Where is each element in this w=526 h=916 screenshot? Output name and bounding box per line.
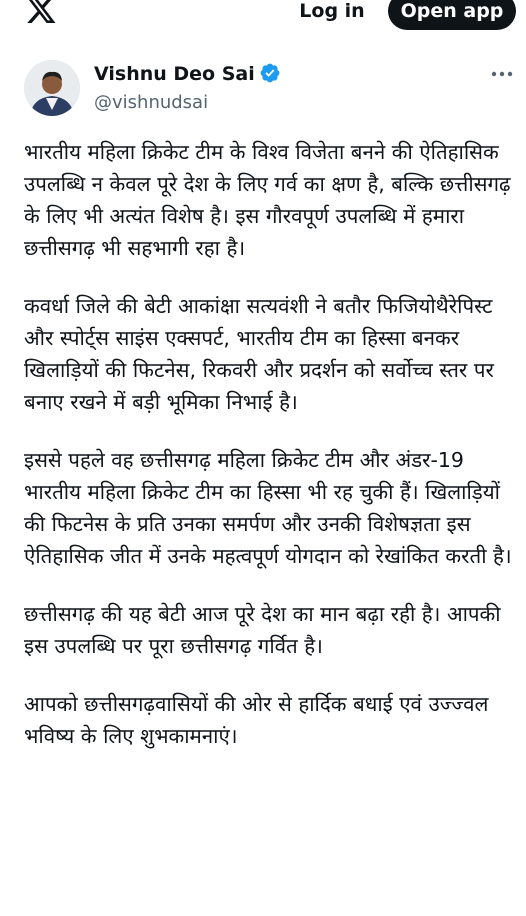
x-logo-icon[interactable] xyxy=(24,0,58,26)
avatar[interactable] xyxy=(24,60,80,116)
log-in-button[interactable]: Log in xyxy=(299,0,365,22)
tweet-paragraph: आपको छत्तीसगढ़वासियों की ओर से हार्दिक बधाई एवं उज्ज्वल भविष्य के लिए शुभकामनाएं। xyxy=(24,692,489,748)
more-options-icon[interactable] xyxy=(488,60,516,88)
tweet-paragraph: भारतीय महिला क्रिकेट टीम के विश्व विजेता बनने की ऐतिहासिक उपलब्धि न केवल पूरे देश के लिए गर्व का क्षण है, बल्कि छत्तीसगढ़ के लिए भी अत्यंत विशेष है। इस गौरवपूर्ण उपलब्धि में हमारा छत्तीसगढ़ भी सहभागी रहा है। xyxy=(24,140,511,260)
author-handle[interactable]: @vishnudsai xyxy=(94,92,209,113)
author-name-text: Vishnu Deo Sai xyxy=(94,63,255,85)
tweet-paragraph: इससे पहले वह छत्तीसगढ़ महिला क्रिकेट टीम और अंडर-19 भारतीय महिला क्रिकेट टीम का हिस्सा भी रह चुकी हैं। खिलाड़ियों की फिटनेस के प्रति उनका समर्पण और उनकी विशेषज्ञता इस ऐतिहासिक जीत में उनके महत्वपूर्ण योगदान को रेखांकित करती है। xyxy=(24,448,512,568)
avatar-image xyxy=(24,60,80,116)
tweet-text xyxy=(24,136,520,778)
tweet-paragraph: कवर्धा जिले की बेटी आकांक्षा सत्यवंशी ने बतौर फिजियोथैरेपिस्ट और स्पोर्ट्स साइंस एक्सपर्ट, भारतीय टीम का हिस्सा बनकर खिलाड़ियों की फिटनेस, रिकवरी और प्रदर्शन को सर्वोच्च स्तर पर बनाए रखने में बड़ी भूमिका निभाई है। xyxy=(24,294,494,414)
author-name[interactable] xyxy=(94,62,281,85)
tweet-paragraph: छत्तीसगढ़ की यह बेटी आज पूरे देश का मान बढ़ा रही है। आपकी इस उपलब्धि पर पूरा छत्तीसगढ़ गर्वित है। xyxy=(24,602,501,658)
verified-badge-icon xyxy=(259,62,281,84)
open-app-button[interactable]: Open app xyxy=(388,0,516,30)
top-bar xyxy=(0,0,526,34)
